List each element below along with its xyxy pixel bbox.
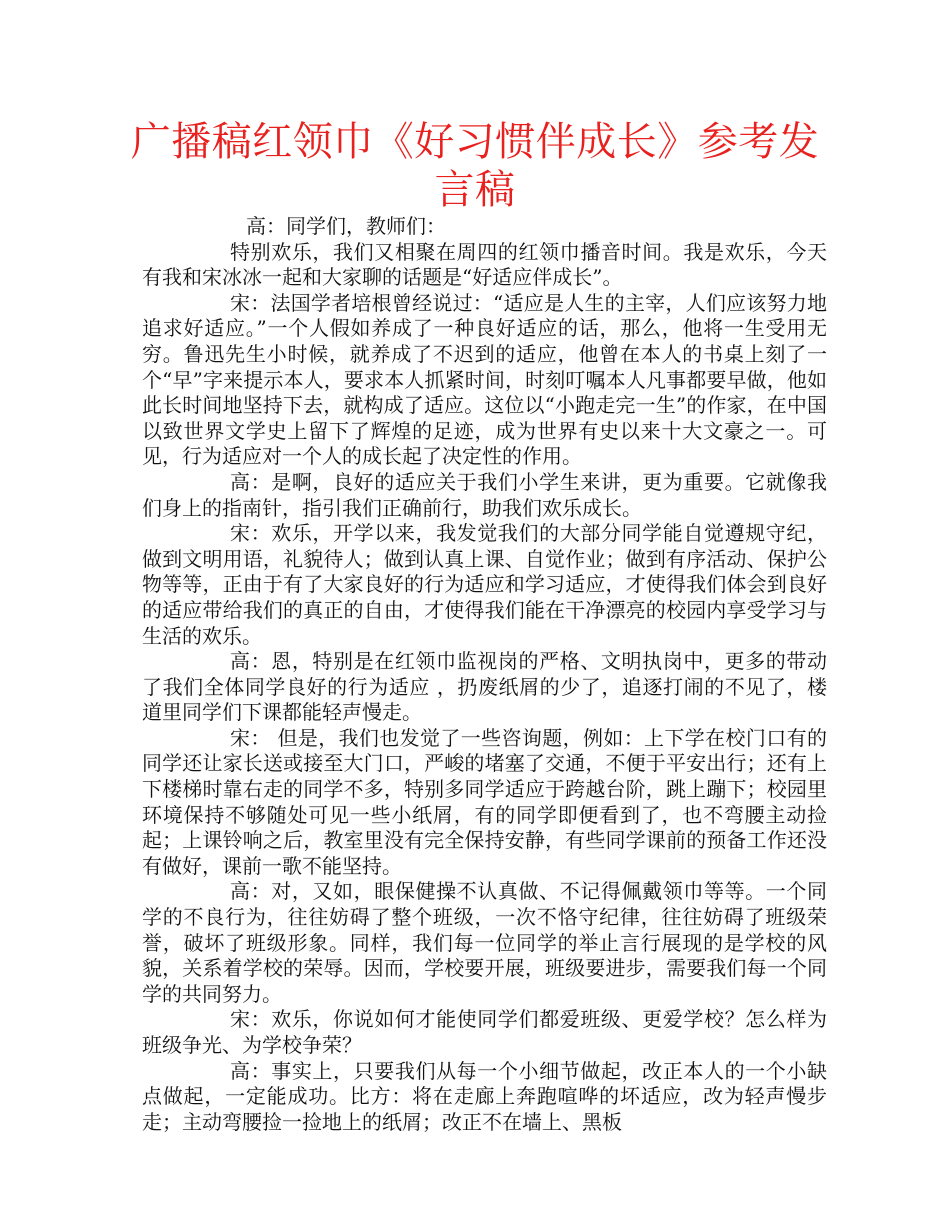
document-body xyxy=(142,214,827,1135)
paragraph-song-problems: 宋： 但是，我们也发觉了一些咨询题，例如：上下学在校门口有的同学还让家长送或接至大门口，严峻的堵塞了交通，不便于平安出行；还有上下楼梯时靠右走的同学不多，特别多同学适应于跨越台阶，跳上蹦下；校园里环境保持不够随处可见一些小纸屑，有的同学即便看到了，也不弯腰主动捡起；上课铃响之后，教室里没有完全保持安静，有些同学课前的预备工作还没有做好，课前一歌不能坚持。 xyxy=(142,725,827,878)
paragraph-gao-details: 高：事实上，只要我们从每一个小细节做起，改正本人的一个小缺点做起，一定能成功。比方：将在走廊上奔跑喧哗的坏适应，改为轻声慢步走；主动弯腰捡一捡地上的纸屑；改正不在墙上、黑板 xyxy=(142,1058,827,1134)
greeting-line: 高：同学们，教师们： xyxy=(246,214,446,238)
paragraph-gao-compass: 高：是啊，良好的适应关于我们小学生来讲，更为重要。它就像我们身上的指南针，指引我们正确前行，助我们欢乐成长。 xyxy=(142,469,827,520)
paragraph-song-bacon-quote: 宋：法国学者培根曾经说过：“适应是人生的主宰，人们应该努力地追求好适应。”一个人假如养成了一种良好适应的话，那么，他将一生受用无穷。鲁迅先生小时候，就养成了不迟到的适应，他曾在本人的书桌上刻了一个“早”字来提示本人，要求本人抓紧时间，时刻叮嘱本人凡事都要早做，他如此长时间地坚持下去，就构成了适应。这位以“小跑走完一生”的作家，在中国以致世界文学史上留下了辉煌的足迹，成为世界有史以来十大文豪之一。可见，行为适应对一个人的成长起了决定性的作用。 xyxy=(142,290,827,469)
paragraph-song-question: 宋：欢乐，你说如何才能使同学们都爱班级、更爱学校？怎么样为班级争光、为学校争荣？ xyxy=(142,1007,827,1057)
paragraph-intro: 特别欢乐，我们又相聚在周四的红领巾播音时间。我是欢乐，今天有我和宋冰冰一起和大家聊的话题是“好适应伴成长”。 xyxy=(142,239,827,290)
paragraph-gao-class-honor: 高：对，又如，眼保健操不认真做、不记得佩戴领巾等等。一个同学的不良行为，往往妨碍了整个班级，一次不恪守纪律，往往妨碍了班级荣誉，破坏了班级形象。同样，我们每一位同学的举止言行展现的是学校的风貌，关系着学校的荣辱。因而，学校要开展，班级要进步，需要我们每一个同学的共同努力。 xyxy=(142,879,827,1006)
document-title: 广播稿红领巾《好习惯伴成长》参考发言稿 xyxy=(130,119,820,213)
paragraph-gao-supervision: 高：恩，特别是在红领巾监视岗的严格、文明执岗中，更多的带动了我们全体同学良好的行为适应 ，扔废纸屑的少了，追逐打闹的不见了，楼道里同学们下课都能轻声慢走。 xyxy=(142,649,827,725)
paragraph-song-good-habits: 宋：欢乐，开学以来，我发觉我们的大部分同学能自觉遵规守纪，做到文明用语，礼貌待人；做到认真上课、自觉作业；做到有序活动、保护公物等等，正由于有了大家良好的行为适应和学习适应，才使得我们体会到良好的适应带给我们的真正的自由，才使得我们能在干净漂亮的校园内享受学习与生活的欢乐。 xyxy=(142,521,827,648)
